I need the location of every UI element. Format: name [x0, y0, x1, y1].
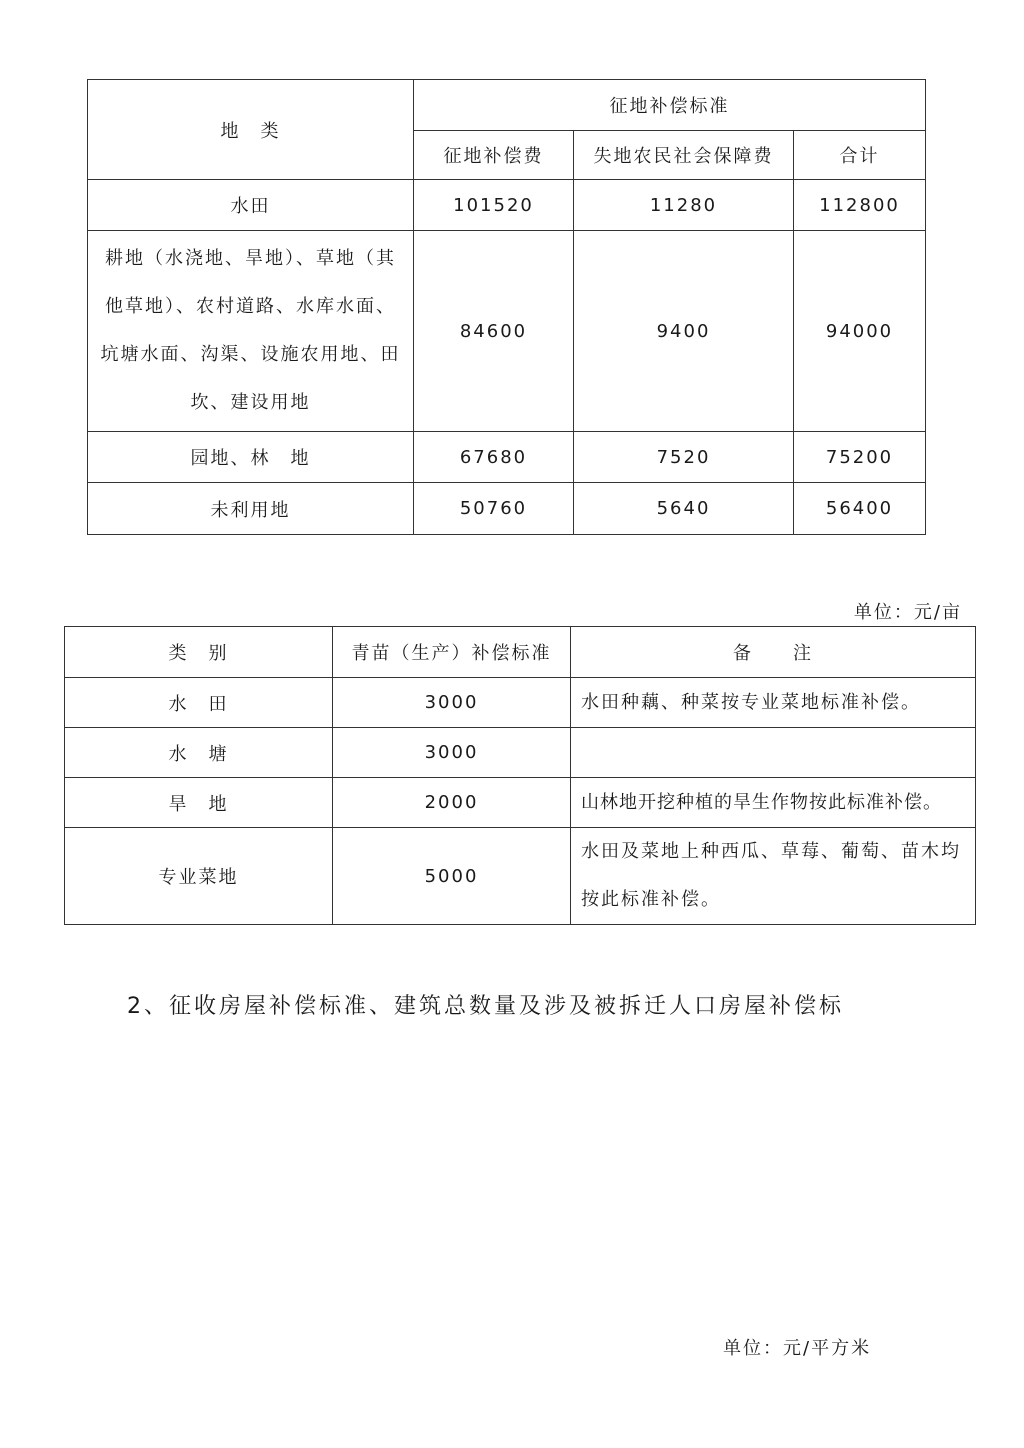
value-cell: 7520 — [574, 432, 794, 483]
value-cell: 3000 — [333, 728, 571, 778]
table-row — [88, 180, 926, 231]
header-category: 类 别 — [65, 627, 333, 678]
header-col: 合计 — [794, 131, 926, 180]
table-row — [88, 483, 926, 535]
value-cell: 3000 — [333, 678, 571, 728]
unit-label-2: 单位：元/平方米 — [723, 1338, 872, 1359]
value-cell: 112800 — [794, 180, 926, 231]
header-remarks: 备 注 — [571, 627, 976, 678]
land-compensation-table — [87, 79, 926, 535]
land-type-cell: 耕地（水浇地、旱地）、草地（其他草地）、农村道路、水库水面、坑塘水面、沟渠、设施农用地、田坎、建设用地 — [88, 231, 414, 432]
note-cell — [571, 728, 976, 778]
category-cell: 水 田 — [65, 678, 333, 728]
value-cell: 94000 — [794, 231, 926, 432]
section-heading: 2、征收房屋补偿标准、建筑总数量及涉及被拆迁人口房屋补偿标 — [127, 994, 844, 1019]
note-cell: 水田种藕、种菜按专业菜地标准补偿。 — [571, 678, 976, 728]
value-cell: 9400 — [574, 231, 794, 432]
land-type-cell: 水田 — [88, 180, 414, 231]
table-row — [65, 778, 976, 828]
value-cell: 84600 — [414, 231, 574, 432]
value-cell: 5640 — [574, 483, 794, 535]
header-col: 失地农民社会保障费 — [574, 131, 794, 180]
land-type-cell: 未利用地 — [88, 483, 414, 535]
value-cell: 75200 — [794, 432, 926, 483]
category-cell: 专业菜地 — [65, 828, 333, 925]
header-land-type: 地 类 — [88, 80, 414, 180]
land-type-cell: 园地、林 地 — [88, 432, 414, 483]
table-row — [88, 432, 926, 483]
value-cell: 67680 — [414, 432, 574, 483]
note-cell: 山林地开挖种植的旱生作物按此标准补偿。 — [571, 778, 976, 828]
value-cell: 101520 — [414, 180, 574, 231]
category-cell: 水 塘 — [65, 728, 333, 778]
table-row — [65, 678, 976, 728]
value-cell: 11280 — [574, 180, 794, 231]
note-cell: 水田及菜地上种西瓜、草莓、葡萄、苗木均按此标准补偿。 — [571, 828, 976, 925]
unit-label: 单位：元/亩 — [853, 602, 962, 623]
value-cell: 50760 — [414, 483, 574, 535]
table-row — [65, 728, 976, 778]
value-cell: 2000 — [333, 778, 571, 828]
crop-compensation-table — [64, 626, 976, 925]
header-col: 征地补偿费 — [414, 131, 574, 180]
category-cell: 旱 地 — [65, 778, 333, 828]
value-cell: 5000 — [333, 828, 571, 925]
header-standard: 青苗（生产）补偿标准 — [333, 627, 571, 678]
header-compensation-standard: 征地补偿标准 — [414, 80, 926, 131]
table-row — [65, 828, 976, 925]
value-cell: 56400 — [794, 483, 926, 535]
table-row — [88, 231, 926, 432]
